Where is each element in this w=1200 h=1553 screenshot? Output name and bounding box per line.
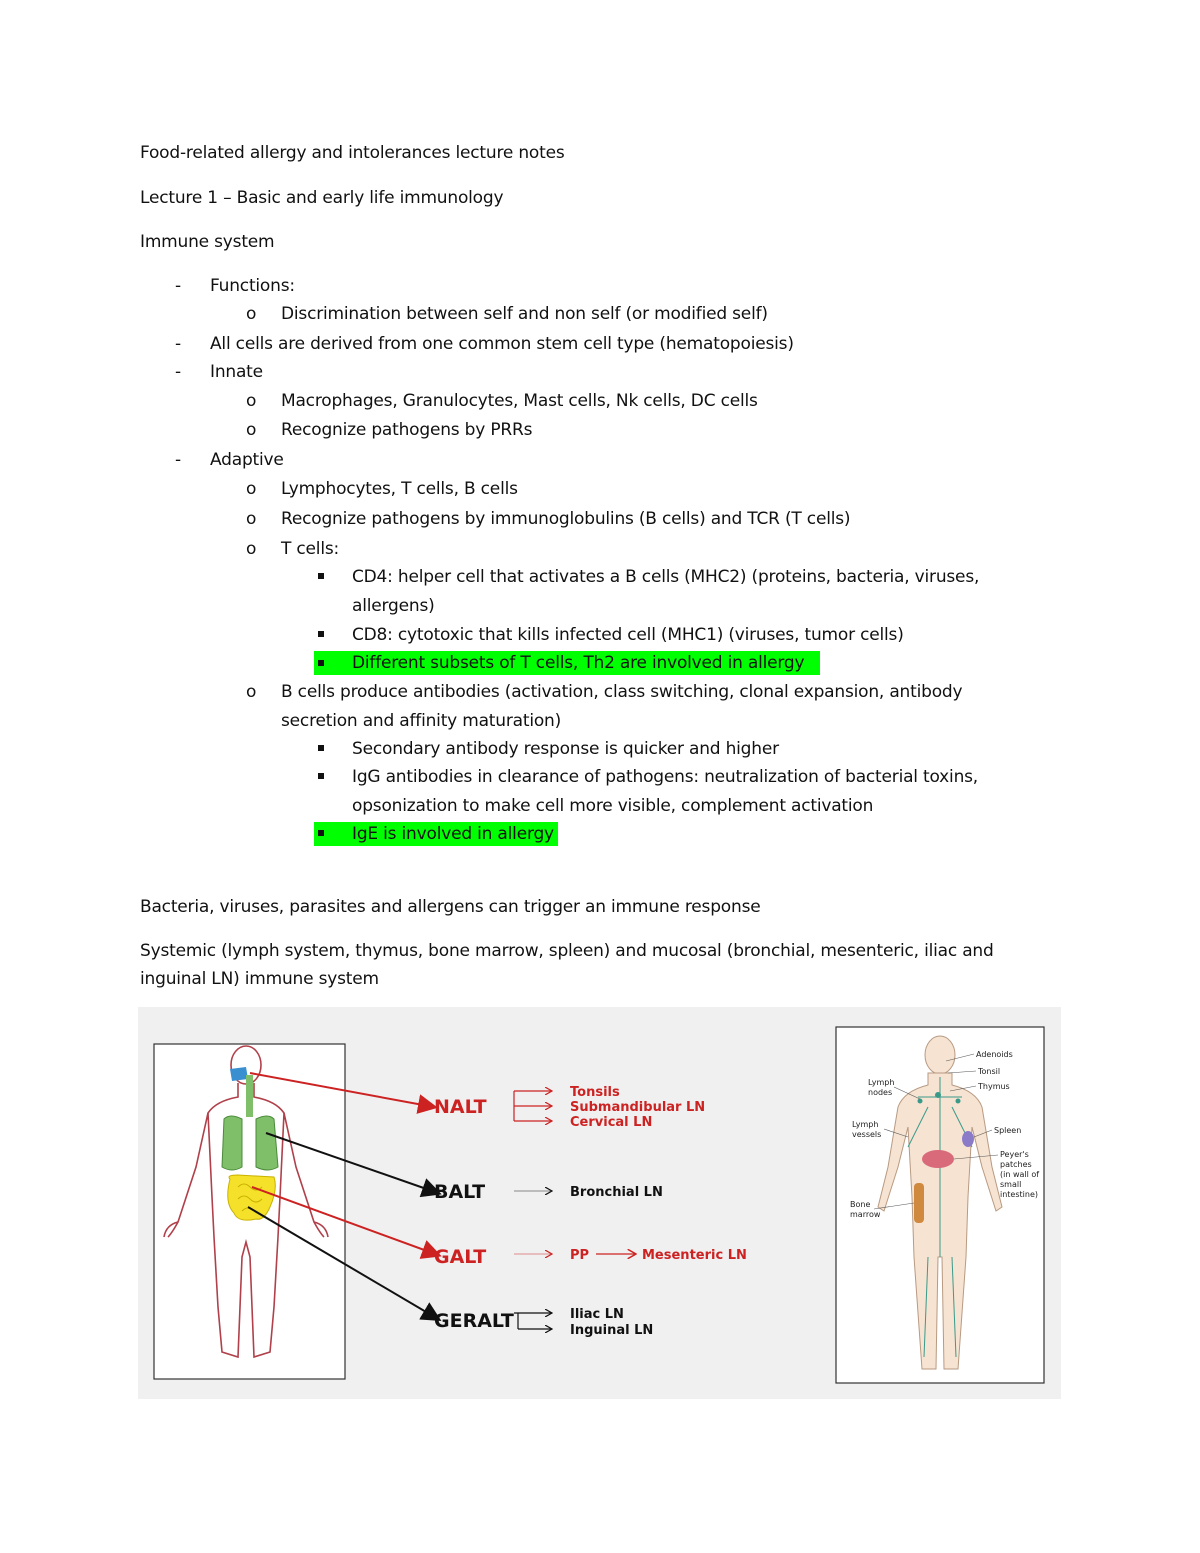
list-item: secretion and affinity maturation) [281,711,562,731]
list-item: Recognize pathogens by immunoglobulins (B cells) and TCR (T cells) [281,509,851,529]
list-item: Innate [210,362,263,382]
lung-left [222,1116,242,1170]
circle-bullet: o [246,391,257,411]
peyers-label: (in wall of [1000,1170,1040,1179]
list-item: CD8: cytotoxic that kills infected cell (MHC1) (viruses, tumor cells) [352,625,904,645]
square-bullet [318,745,324,751]
figure-svg [138,1007,1061,1399]
list-item: Lymphocytes, T cells, B cells [281,479,518,499]
highlighted-item: Different subsets of T cells, Th2 are involved in allergy [352,653,805,673]
peyers-label: Peyer's [1000,1150,1029,1159]
intestine-shape [922,1150,954,1168]
circle-bullet: o [246,479,257,499]
bone-marrow-shape [914,1183,924,1223]
lung-right [256,1116,278,1170]
list-item: opsonization to make cell more visible, complement activation [352,796,874,816]
highlighted-item: IgE is involved in allergy [352,824,554,844]
lymph-nodes-label: Lymph [868,1078,895,1087]
lymph-vessels-label: vessels [852,1130,882,1139]
adenoids-label: Adenoids [976,1050,1013,1059]
paragraph: inguinal LN) immune system [140,969,379,989]
galt-item: Mesenteric LN [642,1248,747,1263]
list-item: All cells are derived from one common stem cell type (hematopoiesis) [210,334,794,354]
trachea [246,1075,253,1117]
mucosal-immune-figure [138,1007,1061,1399]
nalt-item: Cervical LN [570,1115,653,1130]
lymph-vessels-label: Lymph [852,1120,879,1129]
square-bullet [318,660,324,666]
geralt-item: Inguinal LN [570,1323,654,1338]
circle-bullet: o [246,509,257,529]
lecture-heading: Lecture 1 – Basic and early life immunology [140,188,504,208]
list-item: Functions: [210,276,295,296]
square-bullet [318,830,324,836]
peyers-label: intestine) [1000,1190,1038,1199]
list-item: IgG antibodies in clearance of pathogens: neutralization of bacterial toxins, [352,767,979,787]
paragraph: Systemic (lymph system, thymus, bone marrow, spleen) and mucosal (bronchial, mesenteric, iliac and [140,941,994,961]
geralt-item: Iliac LN [570,1307,624,1322]
nalt-item: Tonsils [570,1085,620,1100]
nalt-item: Submandibular LN [570,1100,706,1115]
circle-bullet: o [246,420,257,440]
circle-bullet: o [246,539,257,559]
peyers-label: patches [1000,1160,1032,1169]
list-item: Macrophages, Granulocytes, Mast cells, Nk cells, DC cells [281,391,758,411]
nasal-cavity [230,1067,248,1081]
square-bullet [318,573,324,579]
bone-marrow-label: Bone [850,1200,871,1209]
dash-bullet: - [175,276,182,296]
galt-label: GALT [434,1246,487,1268]
list-item: B cells produce antibodies (activation, class switching, clonal expansion, antibody [281,682,963,702]
square-bullet [318,631,324,637]
circle-bullet: o [246,304,257,324]
nalt-label: NALT [434,1096,487,1118]
list-item: Discrimination between self and non self (or modified self) [281,304,768,324]
paragraph: Bacteria, viruses, parasites and allergens can trigger an immune response [140,897,761,917]
list-item: Adaptive [210,450,284,470]
list-item: Recognize pathogens by PRRs [281,420,533,440]
list-item: CD4: helper cell that activates a B cells (MHC2) (proteins, bacteria, viruses, [352,567,980,587]
balt-item: Bronchial LN [570,1185,663,1200]
peyers-label: small [1000,1180,1022,1189]
list-item: Secondary antibody response is quicker and higher [352,739,779,759]
balt-label: BALT [434,1181,486,1203]
circle-bullet: o [246,682,257,702]
doc-title: Food-related allergy and intolerances lecture notes [140,143,565,163]
section-heading: Immune system [140,232,275,252]
spleen-label: Spleen [994,1126,1022,1135]
dash-bullet: - [175,450,182,470]
dash-bullet: - [175,334,182,354]
spleen-shape [962,1131,974,1147]
geralt-label: GERALT [434,1310,514,1332]
thymus-label: Thymus [978,1082,1010,1091]
list-item: T cells: [281,539,340,559]
list-item: allergens) [352,596,435,616]
galt-pp: PP [570,1248,590,1263]
tonsil-label: Tonsil [978,1067,1001,1076]
square-bullet [318,773,324,779]
dash-bullet: - [175,362,182,382]
lymph-nodes-label: nodes [868,1088,893,1097]
bone-marrow-label: marrow [850,1210,881,1219]
